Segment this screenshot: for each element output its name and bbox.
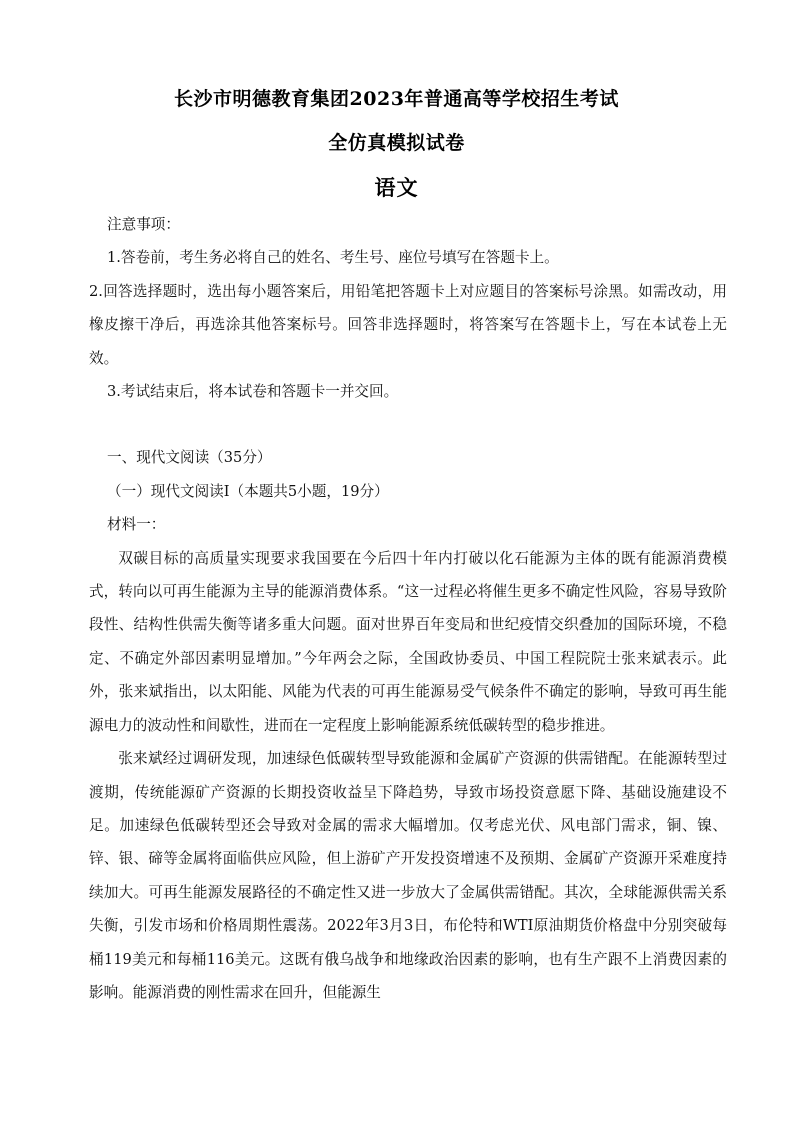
exam-subtitle: 全仿真模拟试卷 (328, 132, 465, 154)
notice-heading: 注意事项： (107, 216, 180, 233)
notice-item-1: 1.答卷前，考生务必将自己的姓名、考生号、座位号填写在答题卡上。 (107, 249, 559, 267)
material-label: 材料一： (107, 516, 166, 534)
section-heading: 一、现代文阅读（35分） (107, 449, 272, 467)
subject-title: 语文 (374, 175, 419, 200)
notice-item-3: 3.考试结束后，将本试卷和答题卡一并交回。 (107, 383, 399, 401)
material-paragraph: 张来斌经过调研发现，加速绿色低碳转型导致能源和金属矿产资源的供需错配。在能源转型过渡期，传统能源矿产资源的长期投资收益呈下降趋势，导致市场投资意愿下降、基础设施建设不足。加速绿色低碳转型还会导致对金属的需求大幅增加。仅考虑光伏、风电部门需求，铜、镍、锌、银、碲等金属将面临供应风险，但上游矿产开发投资增速不及预期、金属矿产资源开采难度持续加大。可再生能源发展路径的不确定性又进一步放大了金属供需错配。其次，全球能源供需关系失衡，引发市场和价格周期性震荡。2022年3月3日，布伦特和WTI原油期货价格盘中分别突破每桶119美元和每桶116美元。这既有俄乌战争和地缘政治因素的影响，也有生产跟不上消费因素的影响。能源消费的刚性需求在回升，但能源生 (89, 750, 727, 1001)
spacer (107, 408, 727, 441)
exam-title: 长沙市明德教育集团2023年普通高等学校招生考试 (174, 88, 619, 110)
material-paragraph: 双碳目标的高质量实现要求我国要在今后四十年内打破以化石能源为主体的既有能源消费模式，转向以可再生能源为主导的能源消费体系。“这一过程必将催生更多不确定性风险，容易导致阶段性、结构性供需失衡等诸多重大问题。面对世界百年变局和世纪疫情交织叠加的国际环境，不稳定、不确定外部因素明显增加。”今年两会之际，全国政协委员、中国工程院院士张来斌表示。此外，张来斌指出，以太阳能、风能为代表的可再生能源易受气候条件不确定的影响，导致可再生能源电力的波动性和间歇性，进而在一定程度上影响能源系统低碳转型的稳步推进。 (89, 549, 727, 734)
exam-body (89, 208, 727, 1009)
notice-item-2: 2.回答选择题时，选出每小题答案后，用铅笔把答题卡上对应题目的答案标号涂黑。如需改动，用橡皮擦干净后，再选涂其他答案标号。回答非选择题时，将答案写在答题卡上，写在本试卷上无效。 (89, 282, 727, 367)
section-subheading: （一）现代文阅读Ⅰ（本题共5小题，19分） (107, 482, 389, 500)
